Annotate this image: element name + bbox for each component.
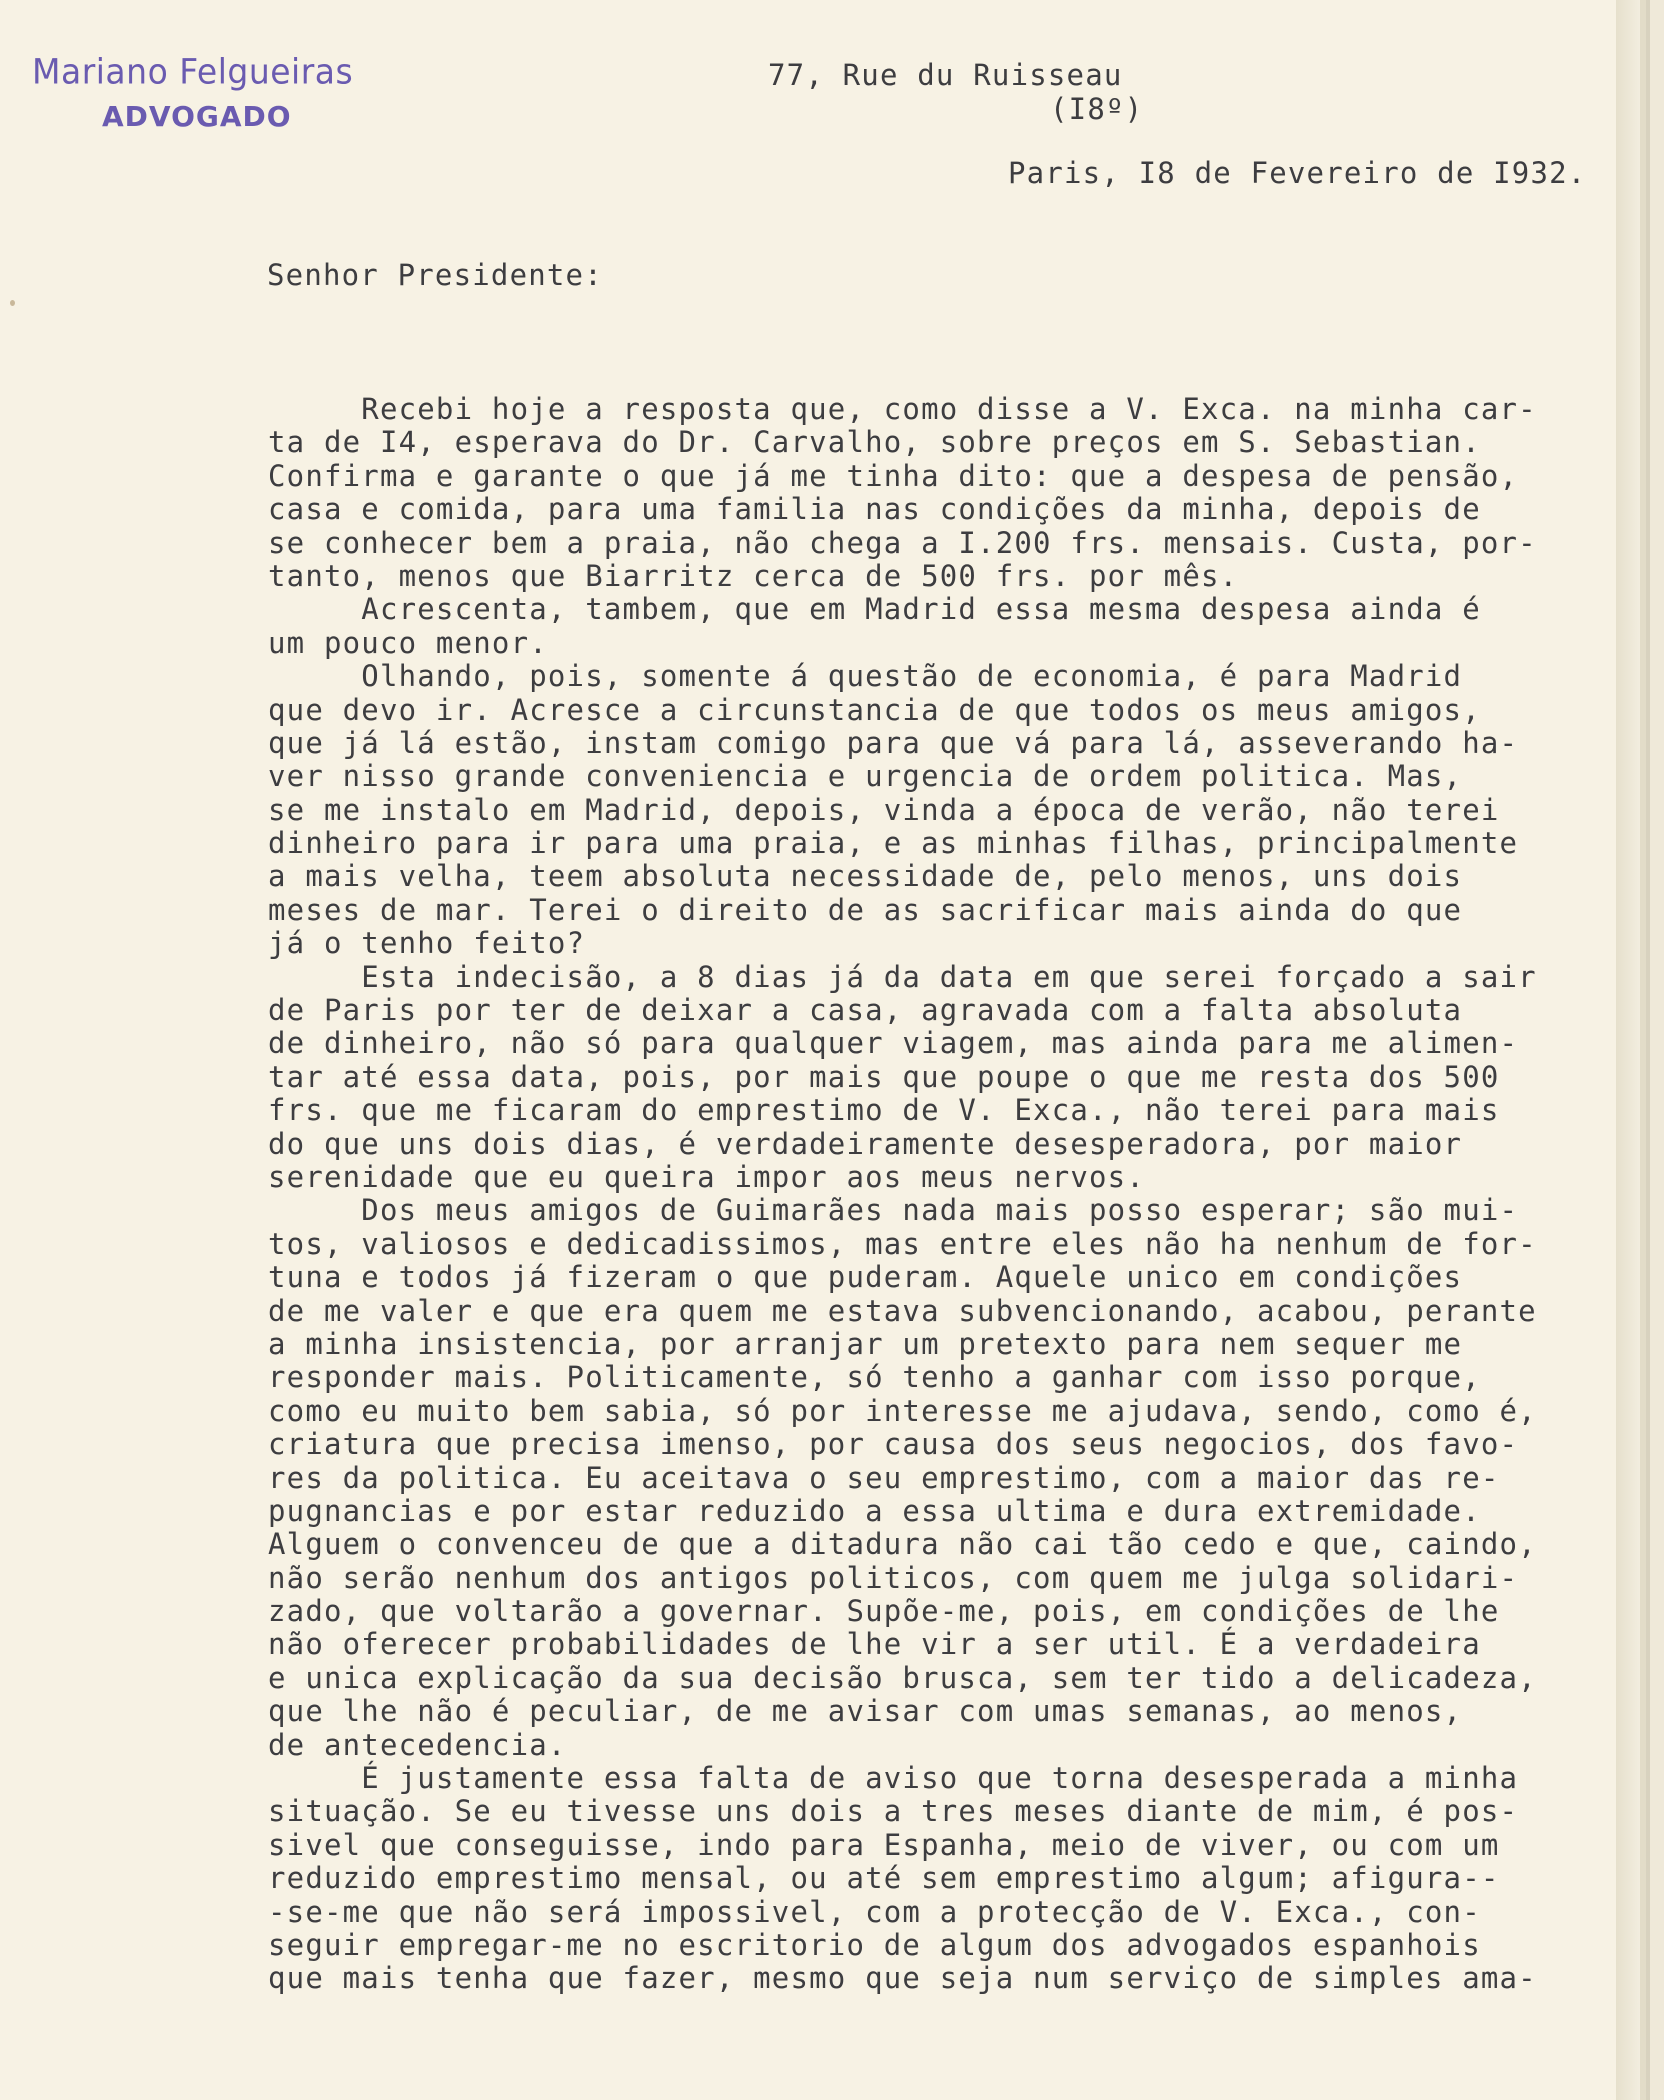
body-line: serenidade que eu queira impor aos meus nervos. xyxy=(268,1159,1145,1194)
body-line: de antecedencia. xyxy=(268,1727,567,1762)
body-line: se me instalo em Madrid, depois, vinda a época de verão, não terei xyxy=(268,792,1500,827)
body-line: de Paris por ter de deixar a casa, agravada com a falta absoluta xyxy=(268,993,1463,1028)
address-line-2: (I8º) xyxy=(1050,92,1144,126)
body-line: de dinheiro, não só para qualquer viagem, mas ainda para me alimen- xyxy=(268,1026,1519,1061)
body-line: e unica explicação da sua decisão brusca, sem ter tido a delicadeza, xyxy=(268,1660,1537,1695)
body-line: sivel que conseguisse, indo para Espanha, meio de viver, ou com um xyxy=(268,1827,1500,1862)
body-line: É justamente essa falta de aviso que torna desesperada a minha xyxy=(268,1761,1519,1796)
body-line: Confirma e garante o que já me tinha dito: que a despesa de pensão, xyxy=(268,458,1519,493)
body-line: de me valer e que era quem me estava subvencionando, acabou, perante xyxy=(268,1293,1537,1328)
body-line: não serão nenhum dos antigos politicos, com quem me julga solidari- xyxy=(268,1560,1519,1595)
body-line: a mais velha, teem absoluta necessidade de, pelo menos, uns dois xyxy=(268,859,1463,894)
body-line: a minha insistencia, por arranjar um pretexto para nem sequer me xyxy=(268,1326,1463,1361)
body-line: res da politica. Eu aceitava o seu emprestimo, com a maior das re- xyxy=(268,1460,1500,1495)
dateline: Paris, I8 de Fevereiro de I932. xyxy=(1008,156,1587,190)
body-line: do que uns dois dias, é verdadeiramente desesperadora, por maior xyxy=(268,1126,1463,1161)
body-line: Acrescenta, tambem, que em Madrid essa mesma despesa ainda é xyxy=(268,592,1481,627)
body-line: como eu muito bem sabia, só por interesse me ajudava, sendo, como é, xyxy=(268,1393,1537,1428)
body-line: frs. que me ficaram do emprestimo de V. Exca., não terei para mais xyxy=(268,1093,1500,1128)
body-line: reduzido emprestimo mensal, ou até sem emprestimo algum; afigura-- xyxy=(268,1861,1500,1896)
letterhead-name: Mariano Felgueiras xyxy=(32,51,354,92)
body-line: Dos meus amigos de Guimarães nada mais posso esperar; são mui- xyxy=(268,1193,1519,1228)
salutation: Senhor Presidente: xyxy=(267,258,603,292)
body-line: ver nisso grande conveniencia e urgencia de ordem politica. Mas, xyxy=(268,759,1463,794)
body-line: já o tenho feito? xyxy=(268,926,586,961)
body-line: que lhe não é peculiar, de me avisar com umas semanas, ao menos, xyxy=(268,1694,1463,1729)
body-line: Recebi hoje a resposta que, como disse a V. Exca. na minha car- xyxy=(268,392,1537,426)
body-line: um pouco menor. xyxy=(268,625,548,660)
body-line: casa e comida, para uma familia nas condições da minha, depois de xyxy=(268,492,1481,527)
address-line-1: 77, Rue du Ruisseau xyxy=(768,58,1123,92)
body-line: não oferecer probabilidades de lhe vir a ser util. É a verdadeira xyxy=(268,1627,1481,1662)
body-line: responder mais. Politicamente, só tenho a ganhar com isso porque, xyxy=(268,1360,1481,1395)
body-line: situação. Se eu tivesse uns dois a tres meses diante de mim, é pos- xyxy=(268,1794,1519,1829)
body-line: dinheiro para ir para uma praia, e as minhas filhas, principalmente xyxy=(268,826,1519,861)
body-line: Alguem o convenceu de que a ditadura não cai tão cedo e que, caindo, xyxy=(268,1527,1537,1562)
body-line: Esta indecisão, a 8 dias já da data em que serei forçado a sair xyxy=(268,959,1537,994)
body-line: que devo ir. Acresce a circunstancia de que todos os meus amigos, xyxy=(268,692,1481,727)
letterhead-title: ADVOGADO xyxy=(102,100,292,133)
body-line: meses de mar. Terei o direito de as sacrificar mais ainda do que xyxy=(268,892,1463,927)
body-line: se conhecer bem a praia, não chega a I.200 frs. mensais. Custa, por- xyxy=(268,525,1537,560)
body-line: Olhando, pois, somente á questão de economia, é para Madrid xyxy=(268,659,1463,694)
body-line: zado, que voltarão a governar. Supõe-me, pois, em condições de lhe xyxy=(268,1594,1500,1629)
body-line: ta de I4, esperava do Dr. Carvalho, sobre preços em S. Sebastian. xyxy=(268,425,1481,460)
paper-mark xyxy=(10,300,15,306)
body-line: tanto, menos que Biarritz cerca de 500 frs. por mês. xyxy=(268,558,1239,593)
body-line: criatura que precisa imenso, por causa dos seus negocios, dos favo- xyxy=(268,1427,1519,1462)
body-line: tos, valiosos e dedicadissimos, mas entre eles não ha nenhum de for- xyxy=(268,1226,1537,1261)
body-line: tar até essa data, pois, por mais que poupe o que me resta dos 500 xyxy=(268,1059,1500,1094)
body-line: pugnancias e por estar reduzido a essa ultima e dura extremidade. xyxy=(268,1493,1481,1528)
letter-body xyxy=(268,393,1628,1996)
body-line: tuna e todos já fizeram o que puderam. Aquele unico em condições xyxy=(268,1260,1463,1295)
body-line: -se-me que não será impossivel, com a protecção de V. Exca., con- xyxy=(268,1894,1481,1929)
body-line: que mais tenha que fazer, mesmo que seja num serviço de simples ama- xyxy=(268,1961,1537,1996)
body-line: seguir empregar-me no escritorio de algum dos advogados espanhois xyxy=(268,1927,1481,1962)
body-line: que já lá estão, instam comigo para que vá para lá, asseverando ha- xyxy=(268,725,1519,760)
